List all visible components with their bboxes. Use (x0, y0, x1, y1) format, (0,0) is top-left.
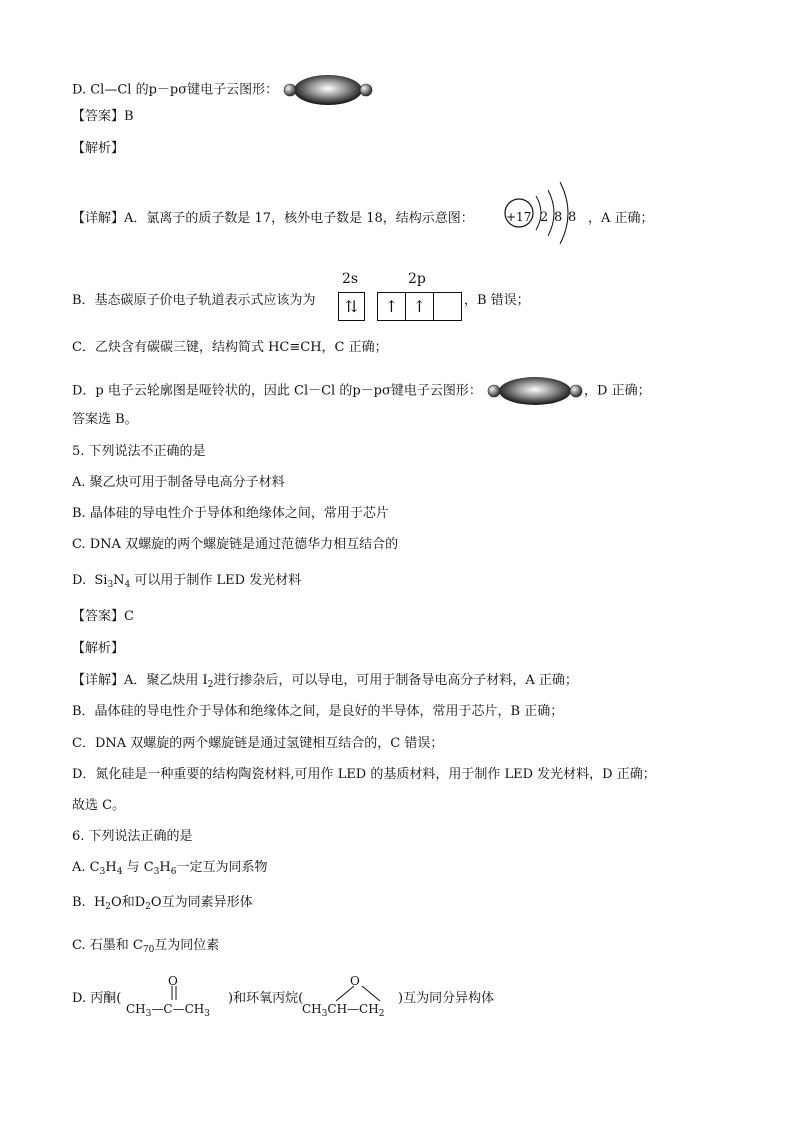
q5-answer: 【答案】C (72, 609, 134, 624)
q4-answer: 【答案】B (72, 109, 134, 124)
q5-stem: 5. 下列说法不正确的是 (72, 444, 206, 459)
double-bond-icon (170, 986, 178, 1000)
bond-label: p－pσ (148, 82, 188, 98)
q5-option-d: D. $Si_3N_4$ 可以用于制作 LED 发光材料 (72, 573, 302, 590)
label-2s: 2s (342, 271, 359, 287)
q4-analysis-label: 【解析】 (72, 141, 125, 156)
p-p-sigma-cloud-icon (486, 374, 584, 408)
q6-option-c: C. 石墨和 $C_{70}$互为同位素 (72, 938, 220, 955)
q4-option-d: D. Cl—Cl 的p－pσ键电子云图形： (72, 72, 374, 108)
orbital-2p-3 (434, 293, 461, 320)
q4-detail-d: D．p 电子云轮廓图是哑铃状的，因此 Cl－Cl 的p－pσ键电子云图形： ，D 正确； (72, 374, 651, 408)
label-2p: 2p (408, 271, 426, 287)
formula-d2o: $D_2O$ (134, 895, 162, 912)
formula-h2o: $H_2O$ (93, 895, 122, 912)
q6-stem: 6. 下列说法正确的是 (72, 829, 193, 844)
shell-1: 2 (540, 210, 549, 225)
q6-option-a: A. $C_3H_4$ 与 $C_3H_6$一定互为同系物 (72, 860, 268, 877)
q5-detail-b: B．晶体硅的导电性介于导体和绝缘体之间，是良好的半导体，常用于芯片，B 正确； (72, 704, 564, 719)
acetone-structure: O $CH_3—C—CH_3$ (126, 974, 210, 1019)
q5-detail-d: D．氮化硅是一种重要的结构陶瓷材料,可用作 LED 的基质材料，用于制作 LED 发光材料，D 正确； (72, 767, 656, 782)
orbital-2p-2: ↑ (406, 293, 434, 320)
shell-3: 8 (568, 210, 577, 225)
q5-option-b: B. 晶体硅的导电性介于导体和绝缘体之间，常用于芯片 (72, 506, 389, 521)
formula-c3h6: $C_3H_6$ (143, 860, 177, 877)
orbital-2p-1: ↑ (378, 293, 406, 320)
orbital-2p-boxes (377, 292, 462, 321)
epoxypropane-structure: O $CH_3CH—CH_2$ (302, 974, 385, 1019)
shell-2: 8 (554, 210, 563, 225)
formula-c3h4: $C_3H_4$ (89, 860, 123, 877)
q6-option-b: B. $H_2O$和$D_2O$互为同素异形体 (72, 895, 253, 912)
q4-conclusion: 答案选 B。 (72, 412, 138, 427)
formula-c70: $C_{70}$ (132, 938, 155, 955)
p-p-sigma-cloud-icon (282, 72, 374, 108)
q5-option-a: A. 聚乙炔可用于制备导电高分子材料 (72, 475, 285, 490)
orbital-2s-box: ⇅ (338, 292, 365, 321)
q4-detail-c: C．乙炔含有碳碳三键，结构简式 HC≡CH，C 正确； (72, 340, 388, 355)
q5-analysis-label: 【解析】 (72, 641, 125, 656)
q5-detail-c: C．DNA 双螺旋的两个螺旋链是通过氢键相互结合的，C 错误； (72, 736, 444, 751)
q5-option-c: C. DNA 双螺旋的两个螺旋链是通过范德华力相互结合的 (72, 537, 399, 552)
nucleus-charge: +17 (506, 210, 532, 224)
formula-si3n4: $Si_3N_4$ (94, 573, 131, 590)
q5-detail-a: 【详解】A．聚乙炔用 $I_2$进行掺杂后，可以导电，可用于制备导电高分子材料，A 正确； (72, 673, 578, 690)
q5-conclusion: 故选 C。 (72, 798, 126, 813)
